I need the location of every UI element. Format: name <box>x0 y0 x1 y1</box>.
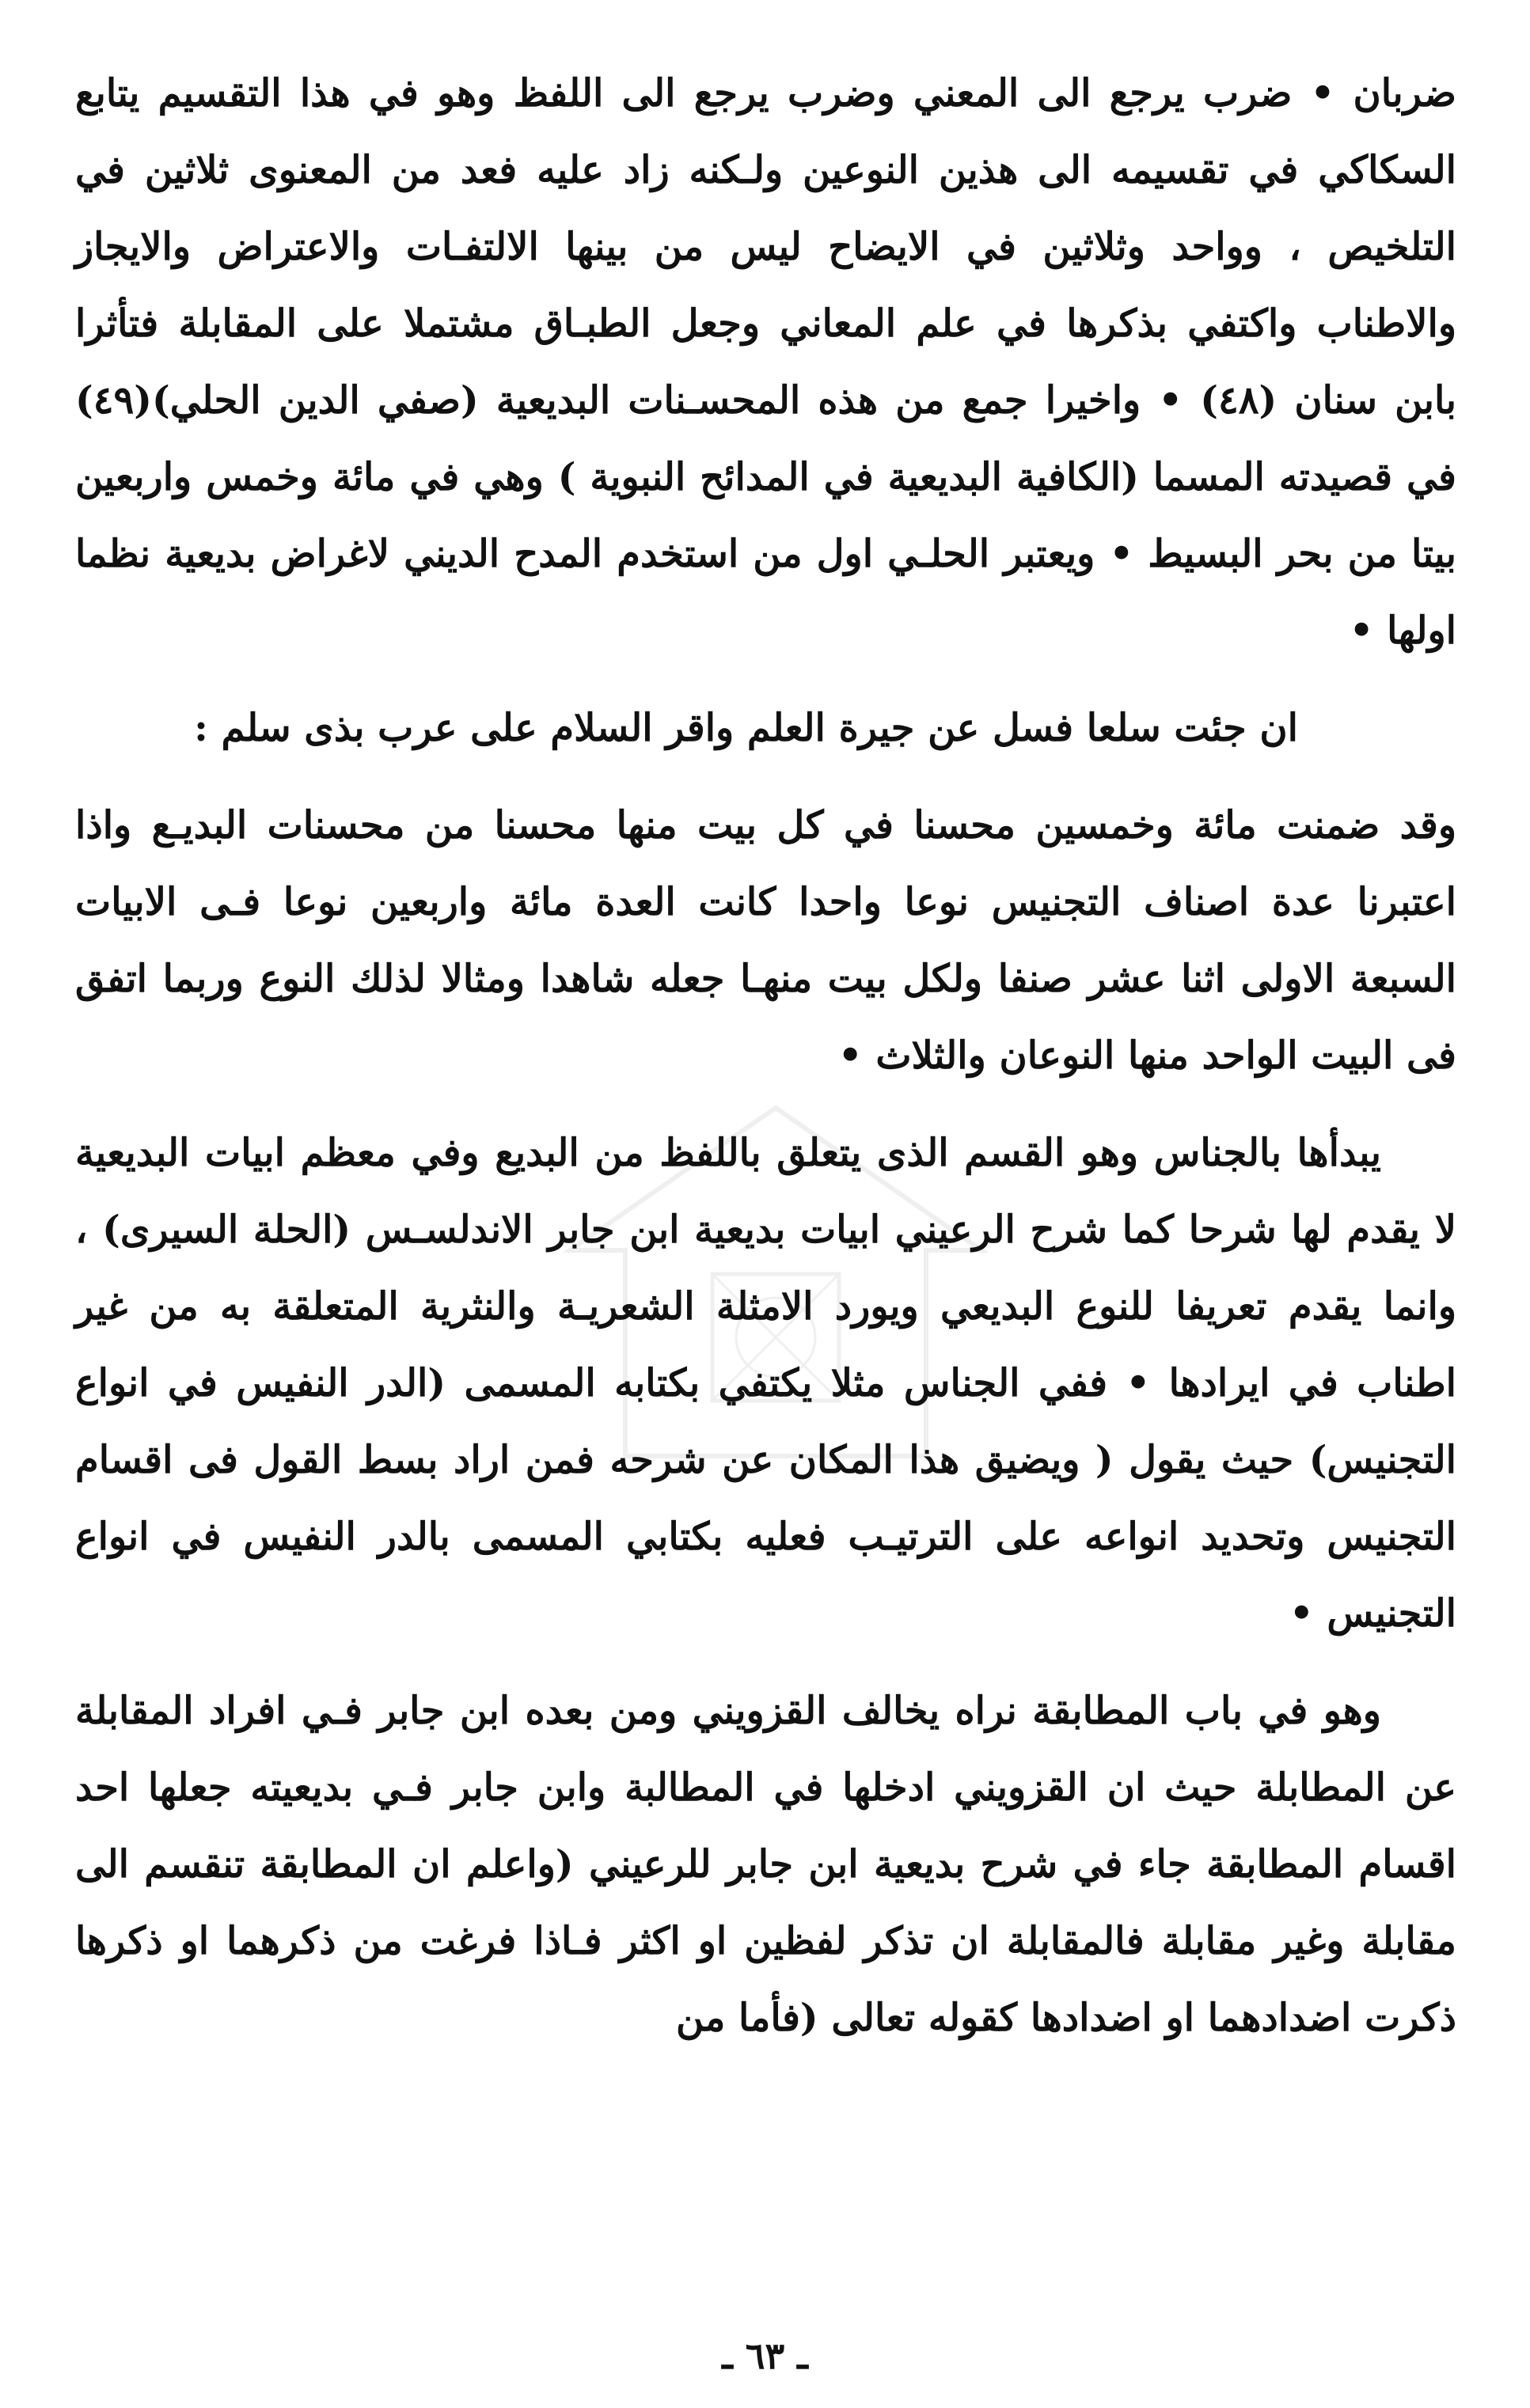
paragraph-jinas: يبدأها بالجناس وهو القسم الذى يتعلق باللفظ من البديع وفي معظم ابيات البديعية لا يقدم لها شرحا كما شرح الرعيني ابيات بديعية ابن جابر الاندلسـس (الحلة السيرى) ، وانما يقدم تعريفا للنوع البديعي ويورد الامثلة الشعريـة والنثرية المتعلقة به من غير اطناب في ايرادها • ففي الجناس مثلا يكتفي بكتابه المسمى (الدر النفيس في انواع التجنيس) حيث يقول ( ويضيق هذا المكان عن شرحه فمن اراد بسط القول فى اقسام التجنيس وتحديد انواعه على الترتيـب فعليه بكتابي المسمى بالدر النفيس في انواع التجنيس • <box>75 1131 1456 1636</box>
poem-verse: ان جئت سلعا فسل عن جيرة العلم واقر السلام على عرب بذى سلم : <box>194 706 1298 750</box>
main-text <box>75 55 1456 2057</box>
paragraph-mutabaqa: وهو في باب المطابقة نراه يخالف القزويني ومن بعده ابن جابر فـي افراد المقابلة عن المطابلة حيث ان القزويني ادخلها في المطالبة وابن جابر فـي بديعيته جعلها احد اقسام المطابقة جاء في شرح بديعية ابن جابر للرعيني (واعلم ان المطابقة تنقسم الى مقابلة وغير مقابلة فالمقابلة ان تذكر لفظين او اكثر فـاذا فرغت من ذكرهما او ذكرها ذكرت اضدادهما او اضدادها كقوله تعالى (فأما من <box>75 1689 1457 2040</box>
paragraph-badiiyya-content: وقد ضمنت مائة وخمسين محسنا في كل بيت منها محسنا من محسنات البديـع واذا اعتبرنا عدة اصناف التجنيس نوعا واحدا كانت العدة مائة واربعين نوعا فـى الابيات السبعة الاولى اثنا عشر صنفا ولكل بيت منهـا جعله شاهدا ومثالا لذلك النوع وربما اتفق فى البيت الواحد منها النوعان والثلاث • <box>75 803 1457 1078</box>
page-number: ـ ٦٣ ـ <box>722 2334 808 2377</box>
paragraph-rhetoric-division: ضربان • ضرب يرجع الى المعني وضرب يرجع الى اللفظ وهو في هذا التقسيم يتابع السكاكي في تقسيمه الى هذين النوعين ولـكنه زاد عليه فعد من المعنوى ثلاثين في التلخيص ، وواحد وثلاثين في الايضاح ليس من بينها الالتفـات والاعتراض والايجاز والاطناب واكتفي بذكرها في علم المعاني وجعل الطبـاق مشتملا على المقابلة فتأثرا بابن سنان (٤٨) • واخيرا جمع من هذه المحسـنات البديعية (صفي الدين الحلي)(٤٩) في قصيدته المسما (الكافية البديعية في المدائح النبوية ) وهي في مائة وخمس واربعين بيتا من بحر البسيط • ويعتبر الحلـي اول من استخدم المدح الديني لاغراض بديعية نظما اولها • <box>75 71 1457 653</box>
